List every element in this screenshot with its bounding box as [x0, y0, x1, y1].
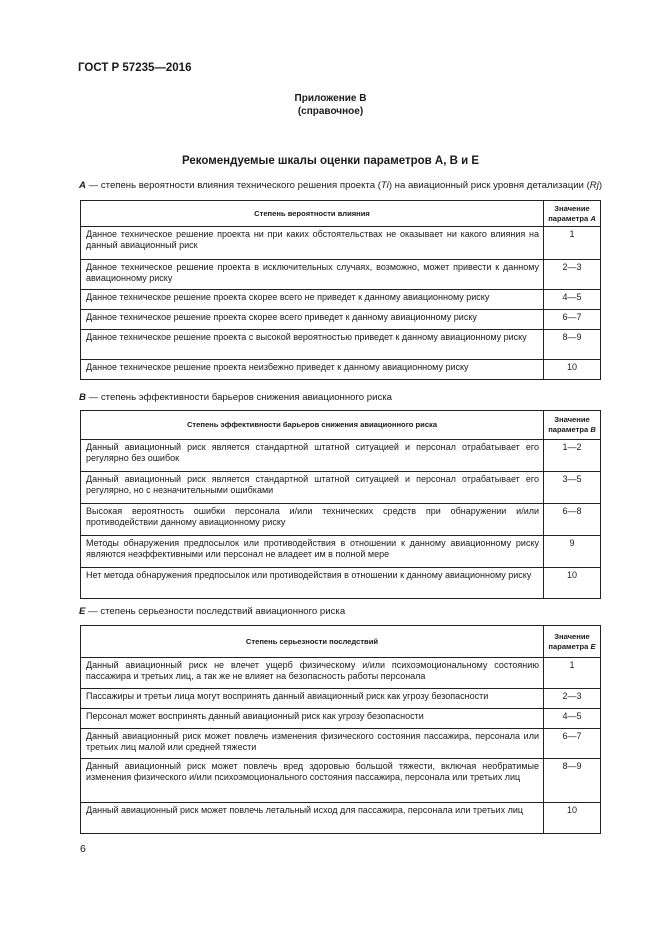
table-row: Данное техническое решение проекта ни при каких обстоятельствах не оказывает ни какого влияния на данный авиационный риск 1 — [81, 227, 601, 260]
annex-title: Приложение В — [294, 93, 367, 104]
table-b — [80, 410, 601, 599]
table-e — [80, 625, 601, 834]
section-e-letter: E — [79, 606, 86, 617]
table-row: Данное техническое решение проекта с высокой вероятностью приведет к данному авиационному риску 8—9 — [81, 330, 601, 360]
table-row: Данный авиационный риск может повлечь вред здоровью большой тяжести, включая необратимые изменения физического и/или психоэмоционального состояния пассажира, персонала или третьих лиц 8—9 — [81, 759, 601, 803]
table-row: Данное техническое решение проекта скорее всего не приведет к данному авиационному риску 4—5 — [81, 290, 601, 310]
section-e-caption-text: — степень серьезности последствий авиационного риска — [85, 606, 346, 617]
section-a-caption-var: Rj — [589, 180, 599, 191]
annex-subtitle: (справочное) — [297, 106, 364, 117]
table-e-value-header: Значение параметра E — [544, 626, 601, 658]
table-row: Пассажиры и третьи лица могут воспринять данный авиационный риск как угрозу безопасности 2—3 — [81, 689, 601, 709]
section-a-letter: A — [79, 180, 86, 191]
section-a-caption-var: Ti — [380, 180, 389, 191]
table-row: Персонал может воспринять данный авиационный риск как угрозу безопасности 4—5 — [81, 709, 601, 729]
table-row: Методы обнаружения предпосылок или противодействия в отношении к данному авиационному риску являются неэффективными или персонал не владеет им в полной мере 9 — [81, 536, 601, 568]
page-number: 6 — [80, 843, 86, 855]
table-b-value-header: Значение параметра B — [544, 411, 601, 440]
table-row: Данный авиационный риск может повлечь летальный исход для пассажира, персонала или третьих лиц 10 — [81, 803, 601, 834]
table-b-column-header: Степень эффективности барьеров снижения авиационного риска — [81, 411, 544, 440]
table-row: Данный авиационный риск не влечет ущерб физическому и/или психоэмоциональному состоянию пассажира и третьих лиц, а так же не влияет на безопасность работы персонала 1 — [81, 658, 601, 689]
table-e-column-header: Степень серьезности последствий — [81, 626, 544, 658]
table-row: Данный авиационный риск является стандартной штатной ситуацией и персонал отрабатывает его регулярно, но с незначительными ошибками 3—5 — [81, 472, 601, 504]
section-b-caption — [79, 392, 392, 404]
section-e-caption — [79, 606, 345, 618]
table-a-value-header: Значение параметра A — [544, 201, 601, 227]
section-a-caption-text: ) на авиационный риск уровня детализации ( — [388, 180, 590, 191]
section-a-caption-text: — степень вероятности влияния технического решения проекта ( — [85, 180, 381, 191]
table-row: Данное техническое решение проекта скорее всего приведет к данному авиационному риску 6—7 — [81, 310, 601, 330]
table-row: Данное техническое решение проекта в исключительных случаях, возможно, может привести к данному авиационному риску 2—3 — [81, 260, 601, 290]
annex-heading — [0, 92, 661, 118]
section-b-caption-text: — степень эффективности барьеров снижения авиационного риска — [85, 392, 393, 403]
table-row: Высокая вероятность ошибки персонала и/или технических средств при обнаружении и/или противодействии данному авиационному риску 6—8 — [81, 504, 601, 536]
table-row: Данное техническое решение проекта неизбежно приведет к данному авиационному риску 10 — [81, 360, 601, 380]
table-row: Нет метода обнаружения предпосылок или противодействия в отношении к данному авиационному риску 10 — [81, 568, 601, 599]
section-b-letter: B — [79, 392, 86, 403]
page-title: Рекомендуемые шкалы оценки параметров A, B и E — [181, 155, 480, 167]
table-a — [80, 200, 601, 380]
document-header: ГОСТ Р 57235—2016 — [78, 62, 192, 74]
table-row: Данный авиационный риск является стандартной штатной ситуацией и персонал отрабатывает его регулярно без ошибок 1—2 — [81, 440, 601, 472]
section-a-caption — [79, 180, 602, 192]
table-a-column-header: Степень вероятности влияния — [81, 201, 544, 227]
section-a-caption-text: ) — [598, 180, 603, 191]
table-row: Данный авиационный риск может повлечь изменения физического состояния пассажира, персонала или третьих лиц малой или средней тяжести 6—7 — [81, 729, 601, 759]
